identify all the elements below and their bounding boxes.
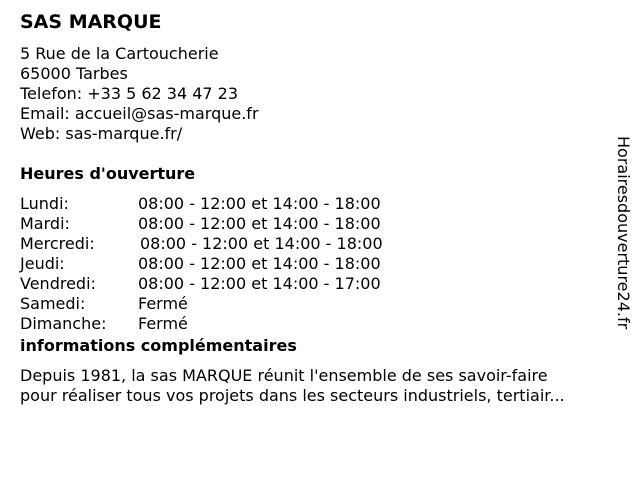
- company-name: SAS MARQUE: [20, 11, 162, 33]
- day-label: Jeudi:: [20, 254, 65, 273]
- info-line-2: pour réaliser tous vos projets dans les secteurs industriels, tertiair...: [20, 386, 565, 405]
- additional-info-heading: informations complémentaires: [20, 336, 297, 355]
- hours-row-samedi: [20, 294, 383, 314]
- day-label: Samedi:: [20, 294, 86, 313]
- hours-row-dimanche: [20, 314, 383, 334]
- day-hours: 08:00 - 12:00 et 14:00 - 18:00: [138, 194, 381, 213]
- website-link: Web: sas-marque.fr/: [20, 124, 183, 143]
- day-hours: 08:00 - 12:00 et 14:00 - 18:00: [138, 254, 381, 273]
- city-postcode: 65000 Tarbes: [20, 64, 128, 83]
- opening-hours-heading: Heures d'ouverture: [20, 164, 196, 183]
- phone-number: Telefon: +33 5 62 34 47 23: [20, 84, 239, 103]
- day-label: Lundi:: [20, 194, 69, 213]
- hours-row-mercredi: [20, 234, 383, 254]
- business-card: [20, 10, 610, 405]
- day-hours: 08:00 - 12:00 et 14:00 - 18:00: [138, 214, 381, 233]
- day-hours: 08:00 - 12:00 et 14:00 - 17:00: [138, 274, 381, 293]
- day-label: Vendredi:: [20, 274, 96, 293]
- opening-hours-table: [20, 194, 383, 334]
- day-hours: 08:00 - 12:00 et 14:00 - 18:00: [140, 234, 383, 253]
- info-line-1: Depuis 1981, la sas MARQUE réunit l'ensemble de ses savoir-faire: [20, 366, 548, 385]
- day-label: Dimanche:: [20, 314, 107, 333]
- day-hours: Fermé: [138, 314, 188, 333]
- day-hours: Fermé: [138, 294, 188, 313]
- hours-row-jeudi: [20, 254, 383, 274]
- hours-row-mardi: [20, 214, 383, 234]
- watermark: [612, 136, 634, 346]
- hours-row-lundi: [20, 194, 383, 214]
- day-label: Mardi:: [20, 214, 70, 233]
- additional-info-text: [20, 366, 620, 406]
- contact-block: [20, 44, 259, 144]
- street-address: 5 Rue de la Cartoucherie: [20, 44, 219, 63]
- hours-row-vendredi: [20, 274, 383, 294]
- email-address: Email: accueil@sas-marque.fr: [20, 104, 259, 123]
- day-label: Mercredi:: [20, 234, 95, 253]
- watermark-text: Horairesdouverture24.fr: [614, 136, 633, 330]
